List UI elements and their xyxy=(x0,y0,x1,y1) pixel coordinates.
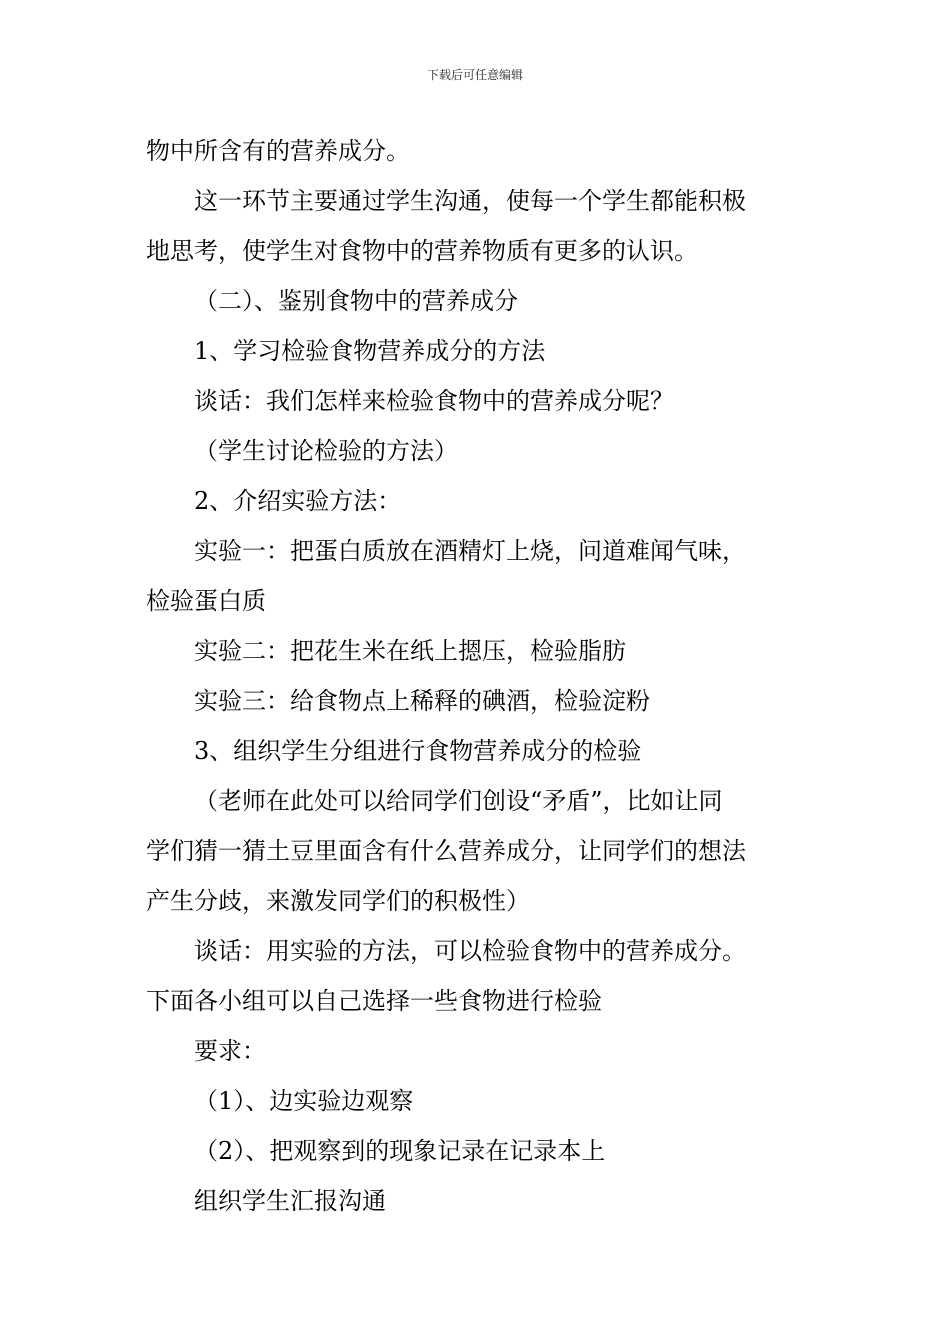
text-line: 实验一：把蛋白质放在酒精灯上烧，问道难闻气味， xyxy=(194,537,746,565)
text-line: 物中所含有的营养成分。 xyxy=(146,137,410,165)
text-line: 2、介绍实验方法： xyxy=(194,487,402,515)
text-line: （学生讨论检验的方法） xyxy=(194,437,458,465)
text-line: （老师在此处可以给同学们创设“矛盾”，比如让同 xyxy=(194,787,723,815)
text-line: 谈话：用实验的方法，可以检验食物中的营养成分。 xyxy=(194,937,746,965)
text-line: 学们猜一猜土豆里面含有什么营养成分，让同学们的想法 xyxy=(146,837,746,865)
text-line: 产生分歧，来激发同学们的积极性） xyxy=(146,887,530,915)
text-line: 地思考，使学生对食物中的营养物质有更多的认识。 xyxy=(146,237,698,265)
list-item: （1）、边实验边观察 xyxy=(194,1087,414,1115)
section-heading: （二）、鉴别食物中的营养成分 xyxy=(194,287,518,315)
text-line: 1、学习检验食物营养成分的方法 xyxy=(194,337,546,365)
text-line: 谈话：我们怎样来检验食物中的营养成分呢？ xyxy=(194,387,674,415)
text-line: 下面各小组可以自己选择一些食物进行检验 xyxy=(146,987,602,1015)
text-line: 组织学生汇报沟通 xyxy=(194,1187,386,1215)
text-line: 这一环节主要通过学生沟通，使每一个学生都能积极 xyxy=(194,187,746,215)
text-line: 实验三：给食物点上稀释的碘酒，检验淀粉 xyxy=(194,687,650,715)
page-header: 下载后可任意编辑 xyxy=(426,68,523,82)
text-line: 要求： xyxy=(194,1037,266,1065)
list-item: （2）、把观察到的现象记录在记录本上 xyxy=(194,1137,606,1165)
text-line: 实验二：把花生米在纸上摁压，检验脂肪 xyxy=(194,637,626,665)
text-line: 3、组织学生分组进行食物营养成分的检验 xyxy=(194,737,642,765)
text-line: 检验蛋白质 xyxy=(146,587,266,615)
